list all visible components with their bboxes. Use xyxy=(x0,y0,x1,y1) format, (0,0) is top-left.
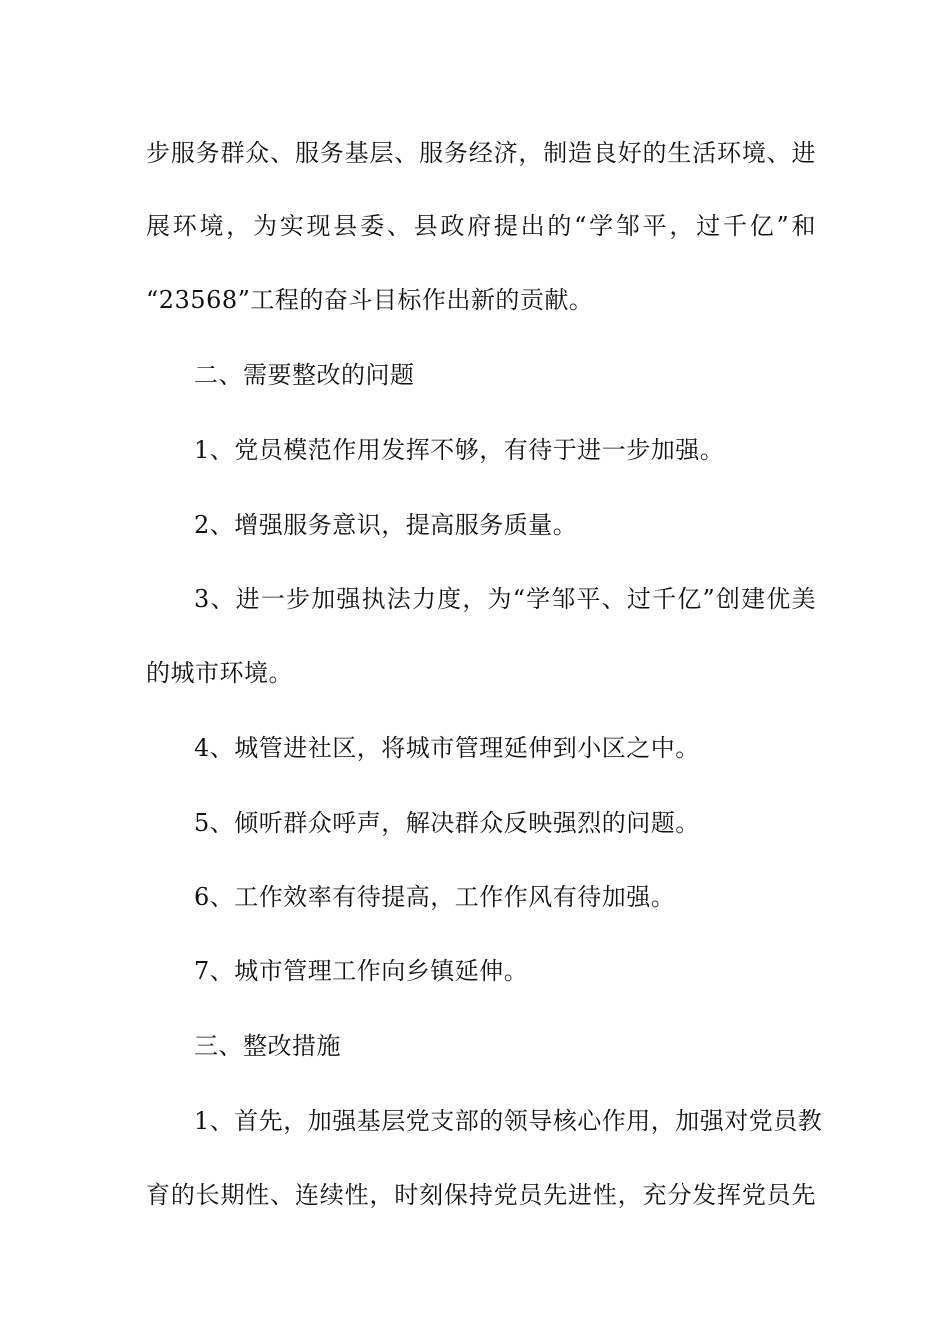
list-item: 7、城市管理工作向乡镇延伸。 xyxy=(194,957,529,985)
section-heading: 三、整改措施 xyxy=(194,1032,341,1060)
list-item: 6、工作效率有待提高，工作作风有待加强。 xyxy=(194,883,676,911)
list-item: 1、首先，加强基层党支部的领导核心作用，加强对党员教 xyxy=(194,1107,823,1135)
body-text-line: “23568”工程的奋斗目标作出新的贡献。 xyxy=(146,286,594,314)
body-text-line: 步服务群众、服务基层、服务经济，制造良好的生活环境、进 xyxy=(146,139,816,167)
list-item-continuation: 的城市环境。 xyxy=(146,659,293,687)
list-item: 2、增强服务意识，提高服务质量。 xyxy=(194,511,578,539)
list-item: 1、党员模范作用发挥不够，有待于进一步加强。 xyxy=(194,436,725,464)
list-item-continuation: 育的长期性、连续性，时刻保持党员先进性，充分发挥党员先 xyxy=(146,1181,816,1209)
list-item: 5、倾听群众呼声，解决群众反映强烈的问题。 xyxy=(194,809,700,837)
list-item: 4、城管进社区，将城市管理延伸到小区之中。 xyxy=(194,734,700,762)
list-item: 3、进一步加强执法力度，为“学邹平、过千亿”创建优美 xyxy=(194,585,816,613)
body-text-line: 展环境，为实现县委、县政府提出的“学邹平，过千亿”和 xyxy=(146,212,816,240)
section-heading: 二、需要整改的问题 xyxy=(194,361,415,389)
